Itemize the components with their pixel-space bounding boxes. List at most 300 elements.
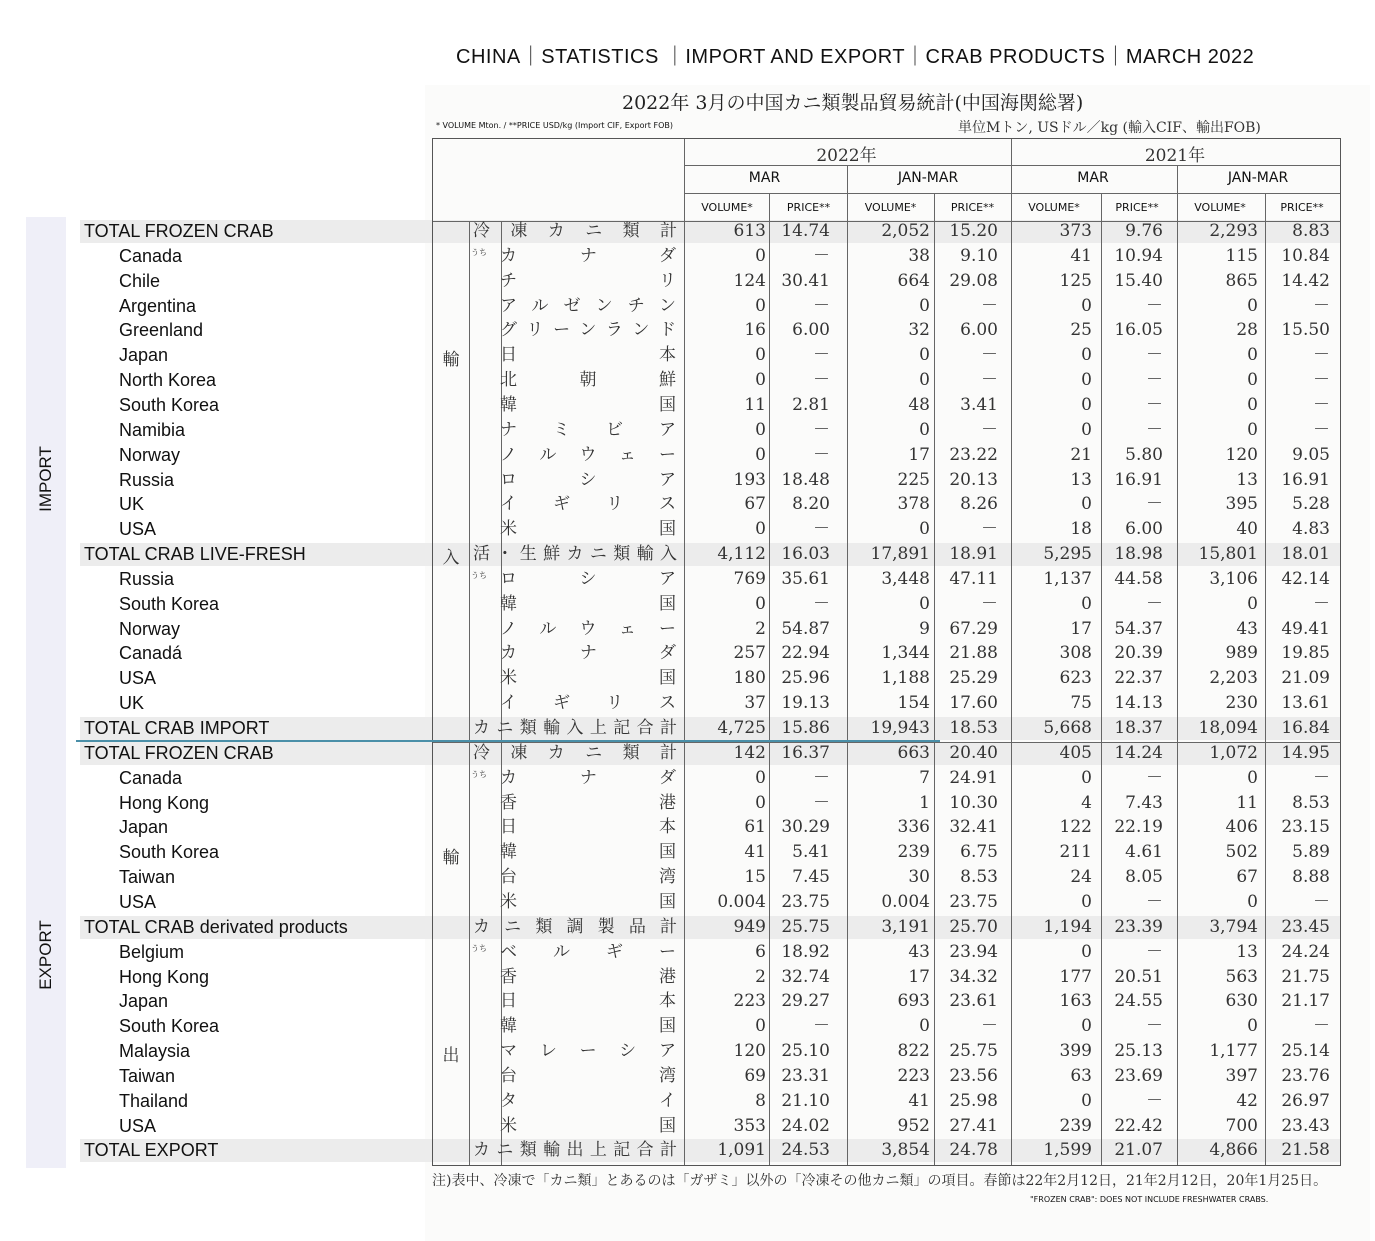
column-header: VOLUME* [1194,201,1246,214]
volume-cell: 769 [733,569,766,589]
japanese-row-label: 韓国 [500,395,678,415]
price-cell: 8.53 [960,867,998,887]
price-cell: 24.55 [1114,991,1163,1011]
price-cell: 18.92 [781,942,830,962]
volume-cell: 19,943 [870,718,930,738]
column-header: VOLUME* [1028,201,1080,214]
country-label: South Korea [119,842,220,862]
volume-cell: 563 [1225,967,1258,987]
price-cell: － [1146,1016,1163,1036]
price-cell: 5.89 [1292,842,1330,862]
japanese-row-label: マレーシア [500,1041,678,1061]
japanese-units-note: 単位Mトン, USドル／kg (輸入CIF、輸出FOB) [958,120,1261,136]
volume-cell: 154 [897,693,930,713]
price-cell: 24.53 [781,1140,830,1160]
japanese-row-label: グリーンランド [500,320,678,340]
price-cell: 25.96 [781,668,830,688]
price-cell: － [813,420,830,440]
volume-cell: 1,177 [1209,1041,1258,1061]
volume-cell: 406 [1225,817,1258,837]
price-cell: 10.94 [1114,246,1163,266]
japanese-row-label: カニ類輸出上記合計 [473,1140,678,1160]
volume-cell: 28 [1236,320,1258,340]
japanese-row-label: 香港 [500,967,678,987]
grid-line [934,193,935,1165]
grid-line [684,139,685,1165]
volume-cell: 623 [1059,668,1092,688]
volume-cell: 0 [1081,370,1092,390]
country-label: Thailand [119,1091,189,1111]
country-label: USA [119,1116,157,1136]
volume-cell: 38 [908,246,930,266]
japanese-row-label: 香港 [500,793,678,813]
price-cell: 4.83 [1292,519,1330,539]
country-label: Malaysia [119,1041,191,1061]
price-cell: － [813,246,830,266]
volume-cell: 115 [1225,246,1258,266]
country-label: Hong Kong [119,967,210,987]
japanese-row-label: 台湾 [500,867,678,887]
price-cell: 19.85 [1281,643,1330,663]
volume-cell: 0 [1247,296,1258,316]
volume-cell: 822 [897,1041,930,1061]
price-cell: 29.08 [949,271,998,291]
volume-cell: 1,072 [1209,743,1258,763]
japanese-row-label: ナミビア [500,420,678,440]
column-header: PRICE** [1280,201,1324,214]
price-cell: 8.83 [1292,221,1330,241]
price-cell: － [981,296,998,316]
volume-cell: 0 [1247,370,1258,390]
volume-cell: 395 [1225,494,1258,514]
volume-cell: 2,052 [881,221,930,241]
country-label: Japan [119,991,169,1011]
volume-cell: 0 [755,246,766,266]
volume-cell: 21 [1070,445,1092,465]
year-2021-header: 2021年 [1144,146,1206,166]
volume-cell: 223 [897,1066,930,1086]
volume-cell: 0 [919,345,930,365]
volume-cell: 17 [908,445,930,465]
volume-cell: 0 [1247,1016,1258,1036]
price-cell: － [981,370,998,390]
total-row-label: TOTAL CRAB derivated products [84,917,348,937]
price-cell: 21.10 [781,1091,830,1111]
period-header: JAN-MAR [1227,170,1289,186]
japanese-row-label: 日本 [500,817,678,837]
price-cell: 6.00 [960,320,998,340]
price-cell: 23.76 [1281,1066,1330,1086]
volume-cell: 3,794 [1209,917,1258,937]
volume-cell: 0 [1247,420,1258,440]
volume-cell: 7 [919,768,930,788]
price-cell: 49.41 [1281,619,1330,639]
volume-cell: 30 [908,867,930,887]
price-cell: 6.75 [960,842,998,862]
volume-cell: 0 [755,768,766,788]
volume-cell: 239 [897,842,930,862]
price-cell: 19.13 [781,693,830,713]
price-cell: 6.00 [1125,519,1163,539]
volume-cell: 613 [733,221,766,241]
japanese-row-label: 米国 [500,519,678,539]
price-cell: － [1146,395,1163,415]
japanese-row-label: タイ [500,1091,678,1111]
country-label: Russia [119,569,175,589]
volume-cell: 15 [744,867,766,887]
japanese-row-label: 冷凍カニ類計 [473,743,678,763]
price-cell: － [1313,296,1330,316]
country-label: USA [119,519,157,539]
volume-cell: 502 [1225,842,1258,862]
volume-cell: 63 [1070,1066,1092,1086]
price-cell: 16.91 [1281,470,1330,490]
price-cell: 24.91 [949,768,998,788]
volume-cell: 0 [1081,345,1092,365]
volume-cell: 61 [744,817,766,837]
volume-cell: 163 [1059,991,1092,1011]
price-cell: － [1146,892,1163,912]
volume-cell: 120 [1225,445,1258,465]
price-cell: 16.91 [1114,470,1163,490]
grid-line [684,193,1340,194]
price-cell: － [1313,420,1330,440]
volume-cell: 0 [1081,1016,1092,1036]
country-label: USA [119,892,157,912]
grid-line [1177,165,1178,1165]
volume-cell: 1,599 [1043,1140,1092,1160]
volume-cell: 353 [733,1116,766,1136]
volume-cell: 308 [1059,643,1092,663]
price-cell: 15.20 [949,221,998,241]
japanese-row-label: イギリス [500,494,678,514]
volume-cell: 13 [1236,470,1258,490]
price-cell: 54.37 [1114,619,1163,639]
volume-cell: 142 [733,743,766,763]
price-cell: 21.09 [1281,668,1330,688]
price-cell: 32.41 [949,817,998,837]
volume-cell: 0 [755,793,766,813]
price-cell: 25.29 [949,668,998,688]
price-cell: 23.31 [781,1066,830,1086]
volume-cell: 0 [755,296,766,316]
country-label: Greenland [119,320,204,340]
price-cell: － [1146,768,1163,788]
volume-cell: 11 [1236,793,1258,813]
price-cell: 5.41 [792,842,830,862]
page-header: CHINA｜STATISTICS ｜IMPORT AND EXPORT｜CRAB PRODUCTS｜MARCH 2022 [456,46,1255,68]
grid-line [1101,193,1102,1165]
price-cell: 10.84 [1281,246,1330,266]
price-cell: 14.42 [1281,271,1330,291]
volume-cell: 0 [755,345,766,365]
country-label: South Korea [119,1016,220,1036]
country-label: Japan [119,817,169,837]
price-cell: 21.17 [1281,991,1330,1011]
volume-cell: 4,866 [1209,1140,1258,1160]
volume-cell: 15,801 [1198,544,1258,564]
volume-cell: 13 [1236,942,1258,962]
country-label: Canadá [119,643,183,663]
volume-cell: 5,668 [1043,718,1092,738]
volume-cell: 41 [744,842,766,862]
price-cell: － [1313,395,1330,415]
volume-cell: 43 [1236,619,1258,639]
price-cell: 25.13 [1114,1041,1163,1061]
price-cell: 16.84 [1281,718,1330,738]
country-label: Russia [119,470,175,490]
price-cell: 35.61 [781,569,830,589]
volume-cell: 0.004 [717,892,766,912]
volume-cell: 0 [919,1016,930,1036]
price-cell: 42.14 [1281,569,1330,589]
volume-cell: 949 [733,917,766,937]
price-cell: 21.07 [1114,1140,1163,1160]
price-cell: 7.45 [792,867,830,887]
volume-cell: 2 [755,619,766,639]
japanese-row-label: ロシア [500,470,678,490]
price-cell: － [981,519,998,539]
price-cell: 3.41 [960,395,998,415]
volume-cell: 700 [1225,1116,1258,1136]
price-cell: － [981,594,998,614]
volume-cell: 0 [755,519,766,539]
country-label: South Korea [119,395,220,415]
price-cell: － [813,345,830,365]
japanese-row-label: ロシア [500,569,678,589]
price-cell: 18.98 [1114,544,1163,564]
volume-cell: 663 [897,743,930,763]
japanese-row-label: 韓国 [500,1016,678,1036]
price-cell: 23.43 [1281,1116,1330,1136]
volume-cell: 41 [908,1091,930,1111]
volume-cell: 180 [733,668,766,688]
total-row-label: TOTAL CRAB IMPORT [84,718,270,738]
price-cell: 20.51 [1114,967,1163,987]
japanese-row-label: 米国 [500,668,678,688]
price-cell: 15.86 [781,718,830,738]
price-cell: 25.98 [949,1091,998,1111]
volume-cell: 405 [1059,743,1092,763]
price-cell: 14.24 [1114,743,1163,763]
volume-cell: 0 [1081,494,1092,514]
price-cell: 22.42 [1114,1116,1163,1136]
volume-cell: 8 [755,1091,766,1111]
total-row-label: TOTAL EXPORT [84,1140,219,1160]
period-header: MAR [748,170,781,186]
price-cell: 23.39 [1114,917,1163,937]
volume-cell: 0.004 [881,892,930,912]
volume-cell: 75 [1070,693,1092,713]
japanese-row-label: 米国 [500,1116,678,1136]
price-cell: 23.15 [1281,817,1330,837]
japanese-row-label: イギリス [500,693,678,713]
volume-cell: 0 [755,420,766,440]
volume-cell: 0 [755,1016,766,1036]
volume-cell: 1 [919,793,930,813]
price-cell: 21.75 [1281,967,1330,987]
price-cell: 21.58 [1281,1140,1330,1160]
price-cell: 20.39 [1114,643,1163,663]
volume-cell: 124 [733,271,766,291]
price-cell: － [1146,942,1163,962]
volume-cell: 4 [1081,793,1092,813]
price-cell: 13.61 [1281,693,1330,713]
period-header: JAN-MAR [897,170,959,186]
price-cell: 17.60 [949,693,998,713]
volume-cell: 4,112 [717,544,766,564]
volume-cell: 0 [1081,768,1092,788]
volume-cell: 630 [1225,991,1258,1011]
export-kanji-bottom: 出 [442,1046,460,1066]
price-cell: 29.27 [781,991,830,1011]
country-label: South Korea [119,594,220,614]
volume-cell: 1,194 [1043,917,1092,937]
price-cell: 25.10 [781,1041,830,1061]
price-cell: 20.13 [949,470,998,490]
japanese-row-label: 日本 [500,991,678,1011]
price-cell: 47.11 [949,569,998,589]
price-cell: 23.75 [781,892,830,912]
price-cell: 14.95 [1281,743,1330,763]
price-cell: － [1313,345,1330,365]
volume-cell: 336 [897,817,930,837]
price-cell: 67.29 [949,619,998,639]
export-kanji-top: 輸 [442,848,460,868]
volume-cell: 4,725 [717,718,766,738]
volume-cell: 230 [1225,693,1258,713]
volume-cell: 378 [897,494,930,514]
japanese-row-label: チリ [500,271,678,291]
country-label: UK [119,494,145,514]
price-cell: 30.29 [781,817,830,837]
country-label: UK [119,693,145,713]
grid-line [847,165,848,1165]
volume-cell: 0 [755,594,766,614]
japanese-row-label: 活・生鮮カニ類輸入 [473,544,678,564]
price-cell: 25.75 [949,1041,998,1061]
price-cell: 18.91 [949,544,998,564]
price-cell: 14.74 [781,221,830,241]
price-cell: 24.02 [781,1116,830,1136]
price-cell: 16.37 [781,743,830,763]
price-cell: 34.32 [949,967,998,987]
volume-cell: 211 [1059,842,1092,862]
price-cell: 26.97 [1281,1091,1330,1111]
country-label: Canada [119,246,183,266]
volume-cell: 3,106 [1209,569,1258,589]
price-cell: 4.61 [1125,842,1163,862]
volume-cell: 373 [1059,221,1092,241]
price-cell: － [813,1016,830,1036]
volume-cell: 69 [744,1066,766,1086]
price-cell: 27.41 [949,1116,998,1136]
volume-cell: 5,295 [1043,544,1092,564]
price-cell: － [981,1016,998,1036]
volume-cell: 18 [1070,519,1092,539]
volume-cell: 0 [1081,594,1092,614]
price-cell: 32.74 [781,967,830,987]
volume-cell: 67 [1236,867,1258,887]
price-cell: 6.00 [792,320,830,340]
price-cell: － [813,594,830,614]
volume-cell: 989 [1225,643,1258,663]
price-cell: 44.58 [1114,569,1163,589]
volume-cell: 125 [1059,271,1092,291]
price-cell: 23.75 [949,892,998,912]
volume-cell: 0 [1081,296,1092,316]
import-kanji-bottom: 入 [442,548,460,568]
uchi-mark: うち [471,770,487,779]
price-cell: 5.80 [1125,445,1163,465]
price-cell: 18.53 [949,718,998,738]
country-label: Canada [119,768,183,788]
volume-cell: 177 [1059,967,1092,987]
volume-cell: 0 [1247,768,1258,788]
volume-cell: 17 [1070,619,1092,639]
volume-cell: 0 [919,296,930,316]
volume-cell: 1,344 [881,643,930,663]
price-cell: 8.88 [1292,867,1330,887]
import-kanji-top: 輸 [442,350,460,370]
volume-cell: 37 [744,693,766,713]
price-cell: 30.41 [781,271,830,291]
japanese-row-label: 韓国 [500,842,678,862]
japanese-footnote: 注)表中、冷凍で「カニ類」とあるのは「ガザミ」以外の「冷凍その他カニ類」の項目。春節は22年2月12日，21年2月12日，20年1月25日。 [432,1173,1328,1189]
volume-cell: 3,448 [881,569,930,589]
japanese-row-label: ベルギー [500,942,678,962]
import-side-label [26,217,66,741]
volume-cell: 16 [744,320,766,340]
country-label: North Korea [119,370,217,390]
volume-cell: 1,137 [1043,569,1092,589]
japanese-row-label: カニ類輸入上記合計 [473,718,678,738]
country-label: Norway [119,619,181,639]
price-cell: 23.61 [949,991,998,1011]
grid-line [1265,193,1266,1165]
volume-cell: 225 [897,470,930,490]
volume-cell: 0 [1081,942,1092,962]
price-cell: 15.40 [1114,271,1163,291]
volume-cell: 0 [1247,395,1258,415]
volume-cell: 0 [1081,1091,1092,1111]
japanese-row-label: カナダ [500,643,678,663]
japanese-row-label: 日本 [500,345,678,365]
volume-cell: 0 [919,519,930,539]
volume-cell: 67 [744,494,766,514]
uchi-mark: うち [471,248,487,257]
volume-cell: 0 [755,445,766,465]
price-cell: － [813,445,830,465]
import-label-text: IMPORT [36,446,55,512]
volume-cell: 48 [908,395,930,415]
price-cell: 22.94 [781,643,830,663]
price-cell: － [1146,594,1163,614]
volume-cell: 11 [744,395,766,415]
price-cell: － [1146,370,1163,390]
volume-cell: 18,094 [1198,718,1258,738]
japanese-row-label: カナダ [500,246,678,266]
volume-cell: 9 [919,619,930,639]
uchi-mark: うち [471,571,487,580]
price-cell: － [1146,1091,1163,1111]
price-cell: － [1146,494,1163,514]
volume-cell: 0 [1247,594,1258,614]
grid-line [769,193,770,1165]
price-cell: － [981,420,998,440]
japanese-row-label: カニ類調製品計 [473,917,678,937]
japanese-row-label: 冷凍カニ類計 [473,221,678,241]
